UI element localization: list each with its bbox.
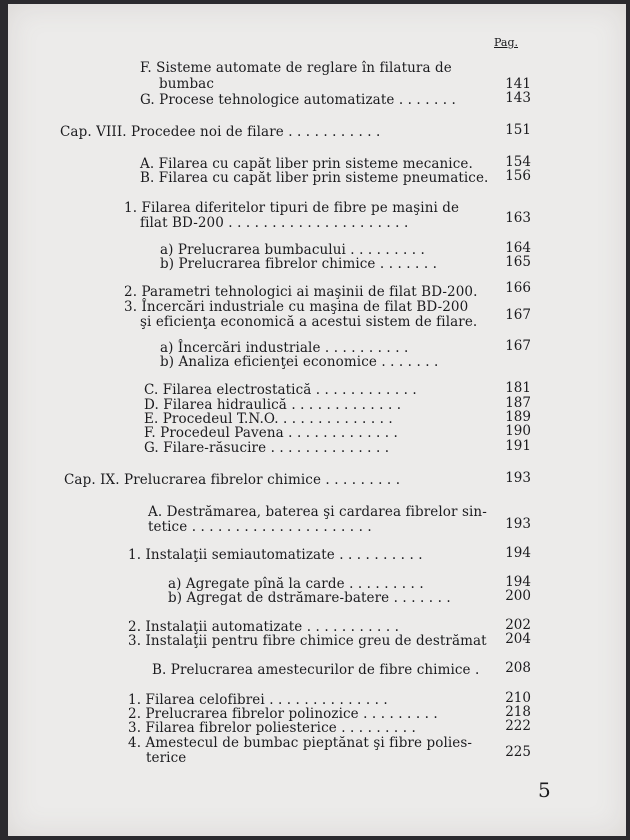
toc-line: 3. Instalaţii pentru fibre chimice greu de destrămat [128, 633, 487, 649]
toc-page-number: 167 [505, 307, 531, 323]
toc-line: tetice . . . . . . . . . . . . . . . . . . . . . [148, 519, 372, 535]
page-column-header: Pag. [494, 36, 519, 49]
toc-line: 1. Instalaţii semiautomatizate . . . . . . . . . . [128, 547, 423, 563]
toc-line: a) Încercări industriale . . . . . . . . . . [160, 340, 409, 356]
toc-line: bumbac [159, 76, 214, 92]
toc-line: D. Filarea hidraulică . . . . . . . . . . . . . [144, 397, 402, 413]
toc-page-number: 156 [505, 168, 531, 184]
toc-line: 2. Instalaţii automatizate . . . . . . . . . . . [128, 619, 399, 635]
toc-line: 1. Filarea diferitelor tipuri de fibre pe maşini de [124, 200, 460, 216]
toc-page-number: 189 [505, 409, 531, 425]
toc-line: 3. Filarea fibrelor poliesterice . . . . . . . . . [128, 720, 416, 736]
toc-page-number: 202 [505, 617, 531, 633]
toc-line: 1. Filarea celofibrei . . . . . . . . . . . . . . [128, 692, 388, 708]
toc-line: terice [146, 750, 187, 766]
toc-page-number: 151 [505, 122, 531, 138]
toc-chapter-line: Cap. VIII. Procedee noi de filare . . . . . . . . . . . [60, 124, 381, 140]
toc-page-number: 166 [505, 280, 531, 296]
toc-page-number: 218 [505, 704, 531, 720]
toc-page-number: 193 [505, 470, 531, 486]
toc-page-number: 190 [505, 423, 531, 439]
toc-line: 4. Amestecul de bumbac pieptănat şi fibre polies- [128, 735, 473, 751]
toc-page-number: 204 [505, 631, 531, 647]
toc-line: G. Procese tehnologice automatizate . . . . . . . [140, 92, 456, 108]
toc-line: 3. Încercări industriale cu maşina de filat BD-200 [124, 299, 469, 315]
toc-line: A. Filarea cu capăt liber prin sisteme mecanice. [140, 156, 473, 172]
toc-line: b) Agregat de dstrămare-batere . . . . . . . [168, 590, 451, 606]
toc-page-number: 222 [505, 718, 531, 734]
toc-page-number: 141 [505, 76, 531, 92]
toc-line: 2. Prelucrarea fibrelor polinozice . . . . . . . . . [128, 706, 438, 722]
toc-line: şi eficienţa economică a acestui sistem de filare. [140, 314, 478, 330]
toc-page-number: 143 [505, 90, 531, 106]
toc-line: a) Prelucrarea bumbacului . . . . . . . . . [160, 242, 425, 258]
toc-page-number: 154 [505, 154, 531, 170]
toc-page-number: 194 [505, 574, 531, 590]
page-folio-number: 5 [538, 778, 551, 802]
toc-line: F. Procedeul Pavena . . . . . . . . . . . . . [144, 425, 398, 441]
toc-page-number: 194 [505, 545, 531, 561]
toc-page-number: 210 [505, 690, 531, 706]
toc-page-number: 167 [505, 338, 531, 354]
toc-line: b) Prelucrarea fibrelor chimice . . . . . . . [160, 256, 437, 272]
toc-line: 2. Parametri tehnologici ai maşinii de filat BD-200. [124, 284, 478, 300]
toc-page-number: 208 [505, 660, 531, 676]
toc-page-number: 187 [505, 395, 531, 411]
toc-line: G. Filare-răsucire . . . . . . . . . . . . . . [144, 440, 390, 456]
toc-line: F. Sisteme automate de reglare în filatura de [140, 60, 452, 76]
toc-line: a) Agregate pînă la carde . . . . . . . . . [168, 576, 424, 592]
toc-line: B. Prelucrarea amestecurilor de fibre chimice . [152, 662, 480, 678]
toc-page-number: 163 [505, 210, 531, 226]
toc-line: filat BD-200 . . . . . . . . . . . . . . . . . . . . . [140, 215, 409, 231]
book-page [8, 4, 626, 836]
toc-page-number: 200 [505, 588, 531, 604]
toc-line: B. Filarea cu capăt liber prin sisteme pneumatice. [140, 170, 489, 186]
toc-line: A. Destrămarea, baterea şi cardarea fibrelor sin- [148, 504, 487, 520]
toc-page-number: 165 [505, 254, 531, 270]
toc-page-number: 225 [505, 744, 531, 760]
toc-page-number: 193 [505, 516, 531, 532]
toc-line: b) Analiza eficienţei economice . . . . . . . [160, 354, 439, 370]
toc-page-number: 181 [505, 380, 531, 396]
toc-page-number: 164 [505, 240, 531, 256]
toc-chapter-line: Cap. IX. Prelucrarea fibrelor chimice . . . . . . . . . [64, 472, 401, 488]
toc-line: E. Procedeul T.N.O. . . . . . . . . . . . . . [144, 411, 393, 427]
toc-line: C. Filarea electrostatică . . . . . . . . . . . . [144, 382, 417, 398]
toc-page-number: 191 [505, 438, 531, 454]
